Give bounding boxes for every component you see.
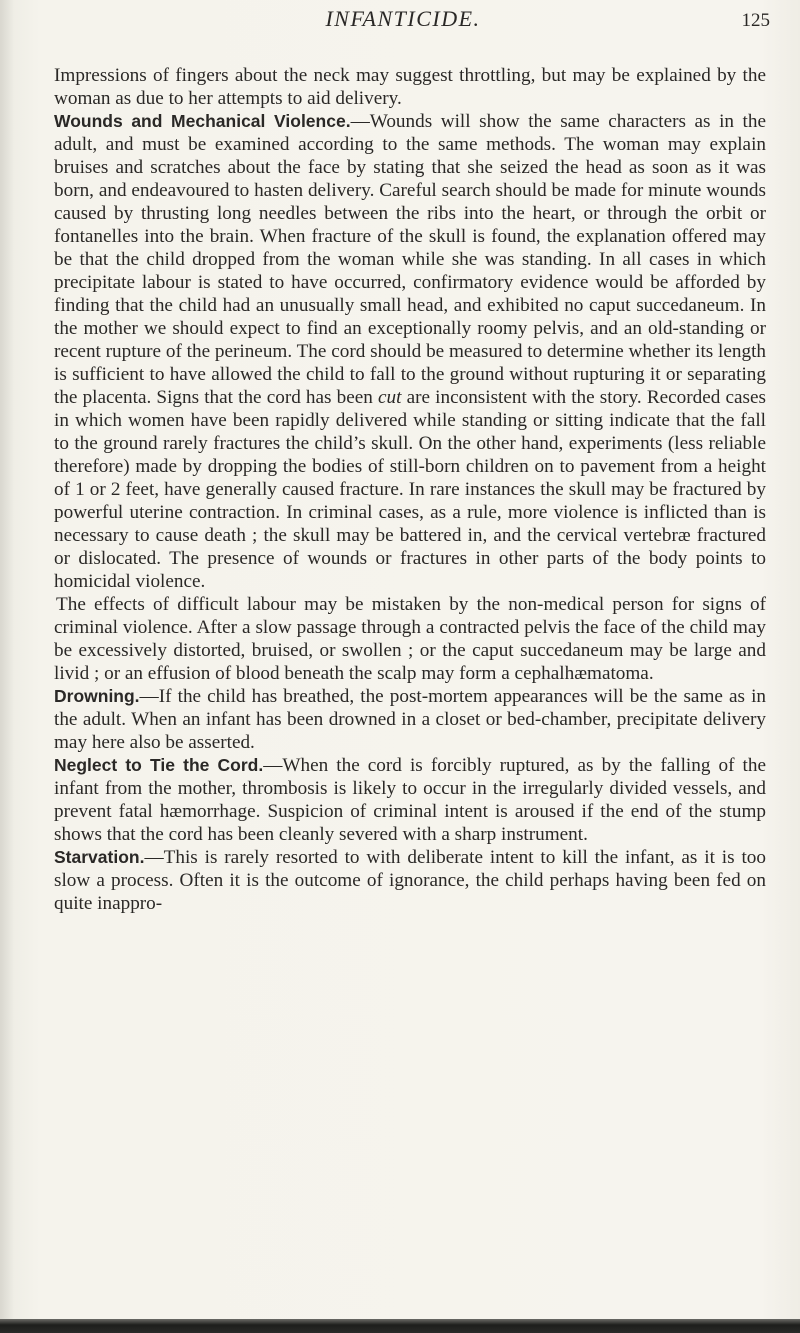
paragraph <box>54 685 766 754</box>
paragraph-text: Impressions of fingers about the neck may suggest throttling, but may be explained by the woman as due to her attempts to aid delivery. <box>54 65 766 109</box>
body-text <box>54 64 766 915</box>
section-heading: Neglect to Tie the Cord. <box>54 755 264 775</box>
paragraph-text: —If the child has breathed, the post-mortem appearances will be the same as in the adult. When an infant has been drowned in a closet or bed-chamber, precipitate delivery may here also be asserted. <box>54 686 766 753</box>
paragraph-text: The effects of difficult labour may be mistaken by the non-medical person for signs of criminal violence. After a slow passage through a contracted pelvis the face of the child may be excessively distorted, bruised, or swollen ; or the caput succedaneum may be large and livid ; or an effusion of blood beneath the scalp may form a cephalhæmatoma. <box>54 594 766 684</box>
paragraph <box>54 754 766 846</box>
paragraph <box>54 64 766 110</box>
page-header <box>36 6 770 46</box>
section-heading: Drowning. <box>54 686 140 706</box>
paragraph-text: are inconsistent with the story. Recorded cases in which women have been rapidly delivered while standing or sitting indicate that the fall to the ground rarely fractures the child’s skull. On the other hand, experiments (less reliable therefore) made by dropping the bodies of still-born children on to pavement from a height of 1 or 2 feet, have generally caused fracture. In rare instances the skull may be fractured by powerful uterine contraction. In criminal cases, as a rule, more violence is inflicted than is necessary to cause death ; the skull may be battered in, and the cervical vertebræ fractured or dislocated. The presence of wounds or fractures in other parts of the body points to homicidal violence. <box>54 387 766 592</box>
section-heading: Starvation. <box>54 847 145 867</box>
paragraph <box>54 593 766 685</box>
paragraph-text: —This is rarely resorted to with deliberate intent to kill the infant, as it is too slow a process. Often it is the outcome of ignorance, the child perhaps having been fed on quite inappro- <box>54 847 766 914</box>
emphasis-text: cut <box>378 387 402 408</box>
paragraph <box>54 110 766 593</box>
page-number: 125 <box>741 10 770 31</box>
running-title: INFANTICIDE. <box>325 6 481 31</box>
paragraph-text: —Wounds will show the same characters as in the adult, and must be examined according to the same methods. The woman may explain bruises and scratches about the face by stating that she seized the head as soon as it was born, and endeavoured to hasten delivery. Careful search should be made for minute wounds caused by thrusting long needles between the ribs into the heart, or through the orbit or fontanelles into the brain. When fracture of the skull is found, the explanation offered may be that the child dropped from the woman while she was standing. In all cases in which precipitate labour is stated to have occurred, confirmatory evidence would be afforded by finding that the child had an unusually small head, and exhibited no caput succedaneum. In the mother we should expect to find an exceptionally roomy pelvis, and an old-standing or recent rupture of the perineum. The cord should be measured to determine whether its length is sufficient to have allowed the child to fall to the ground without rupturing it or separating the placenta. Signs that the cord has been <box>54 111 767 408</box>
section-heading: Wounds and Mechanical Violence. <box>54 111 351 131</box>
gutter-shadow <box>0 0 14 1333</box>
page-bottom-edge <box>0 1319 800 1333</box>
paragraph <box>54 846 766 915</box>
paragraph-text: —When the cord is forcibly ruptured, as by the falling of the infant from the mother, thrombosis is likely to occur in the irregularly divided vessels, and prevent fatal hæmorrhage. Suspicion of criminal intent is aroused if the end of the stump shows that the cord has been cleanly severed with a sharp instrument. <box>54 755 766 845</box>
